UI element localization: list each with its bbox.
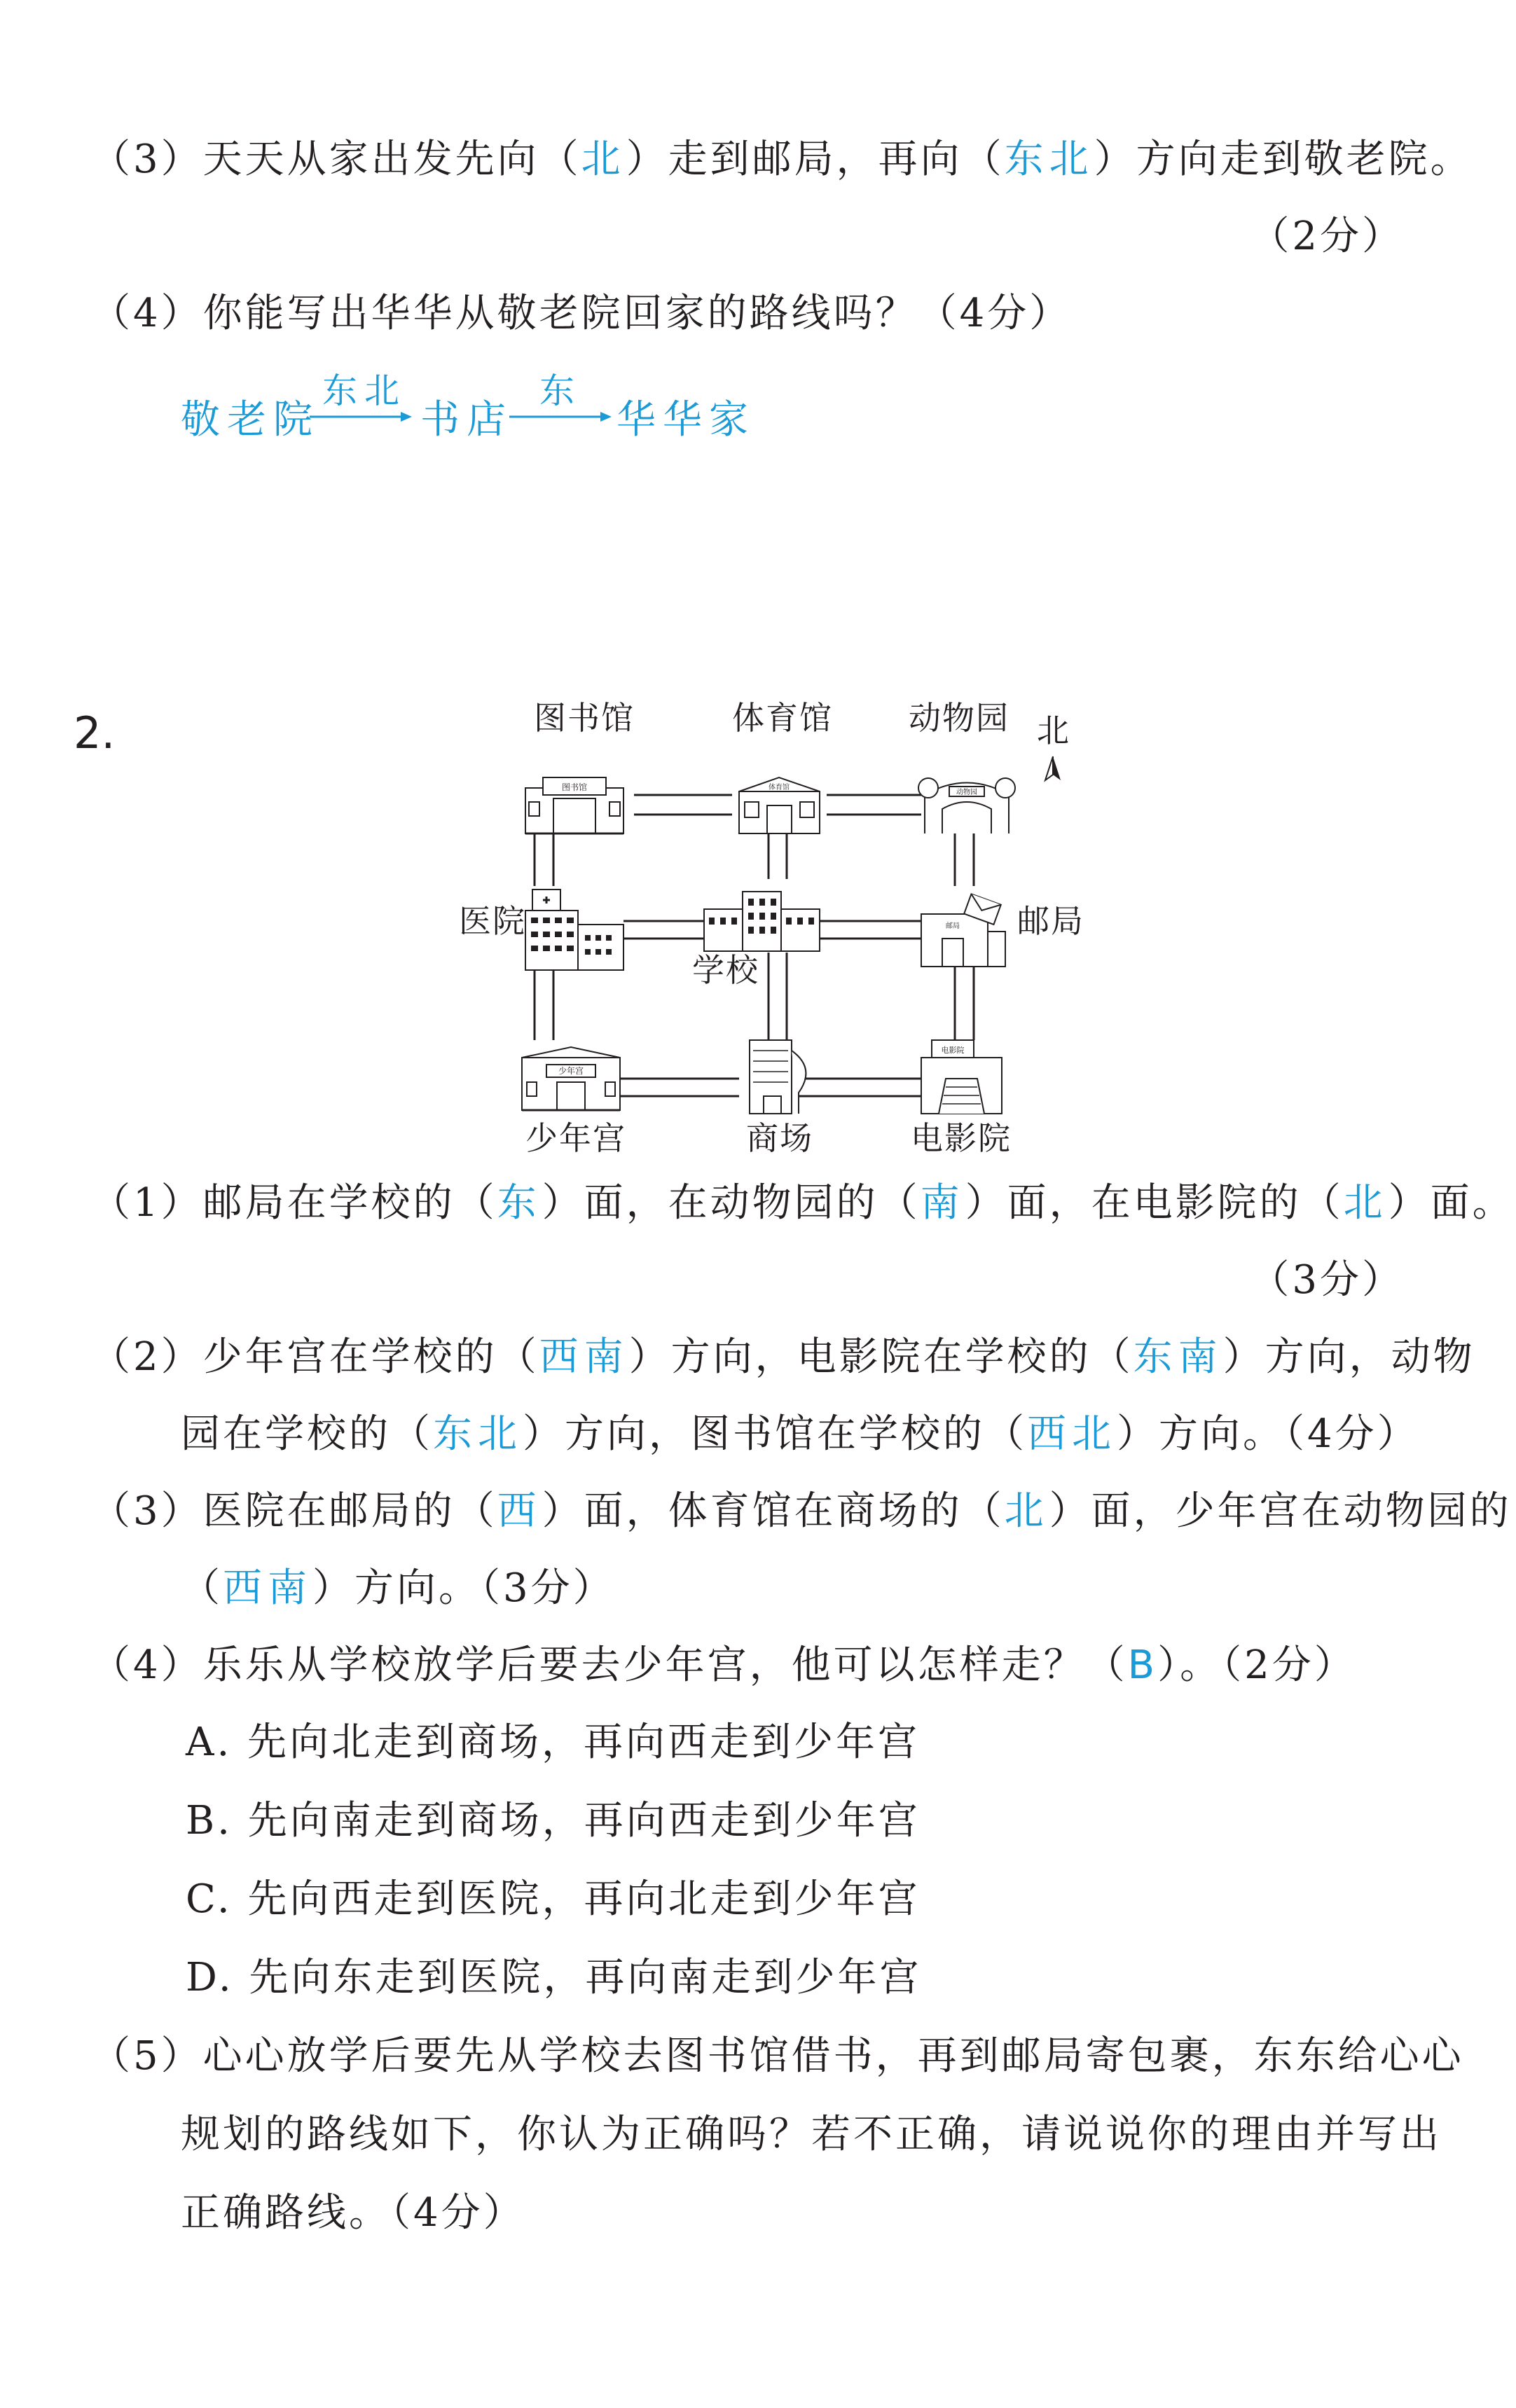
route-mid: 书店 (420, 397, 513, 443)
north-arrow-icon (1042, 755, 1063, 783)
post-office-building-icon (918, 893, 1009, 970)
option-b: B. 先向南走到商场，再向西走到少年宫 (186, 1798, 921, 1843)
q5-line3: 正确路线。（4分） (181, 2190, 525, 2236)
cinema-building-icon (914, 1037, 1009, 1117)
answer: 北 (1004, 1488, 1049, 1534)
q2-line2: 园在学校的（东北）方向，图书馆在学校的（西北）方向。（4分） (181, 1411, 1419, 1457)
answer: 东北 (1004, 137, 1094, 182)
cinema-label: 电影院 (911, 1119, 1012, 1157)
route-dir2: 东 (539, 371, 581, 411)
zoo-sign: 动物园 (956, 789, 977, 796)
q3-line2: （西南）方向。（3分） (181, 1565, 615, 1611)
answer: 北 (1343, 1180, 1388, 1226)
q1-line: （1）邮局在学校的（东）面，在动物园的（南）面，在电影院的（北）面。 (91, 1180, 1515, 1226)
answer: B (1127, 1642, 1158, 1688)
hospital-building-icon (518, 886, 630, 974)
gym-label: 体育馆 (732, 699, 833, 737)
zoo-label: 动物园 (909, 699, 1009, 737)
school-building-icon (701, 888, 823, 955)
gym-sign: 体育馆 (769, 784, 790, 791)
answer: 北 (581, 137, 626, 182)
map-figure (459, 699, 1121, 1163)
mall-building-icon (739, 1037, 823, 1117)
q3-line1: （3）医院在邮局的（西）面，体育馆在商场的（北）面，少年宫在动物园的 (91, 1488, 1512, 1534)
option-a: A. 先向北走到商场，再向西走到少年宫 (186, 1719, 921, 1765)
youth-palace-label: 少年宫 (525, 1119, 626, 1157)
post-office-sign: 邮局 (946, 922, 960, 930)
post-office-label: 邮局 (1017, 902, 1084, 940)
answer: 东南 (1133, 1334, 1223, 1380)
route-answer (0, 371, 841, 455)
zoo-gate-icon (914, 767, 1019, 837)
arrow-icon (508, 406, 613, 427)
problem-number: 2. (74, 707, 116, 759)
answer: 西 (497, 1488, 542, 1534)
hospital-label: 医院 (459, 902, 526, 940)
library-building-icon (522, 774, 627, 837)
answer: 西北 (1027, 1411, 1117, 1457)
score: （2分） (1250, 214, 1404, 259)
mall-label: 商场 (746, 1119, 813, 1157)
answer: 西南 (539, 1334, 629, 1380)
answer: 西南 (223, 1565, 312, 1611)
youth-palace-building-icon (518, 1044, 623, 1114)
q2-line1: （2）少年宫在学校的（西南）方向，电影院在学校的（东南）方向，动物 (91, 1334, 1475, 1380)
q3-prev-line: （3）天天从家出发先向（北）走到邮局，再向（东北）方向走到敬老院。 (91, 137, 1473, 182)
school-label: 学校 (692, 951, 759, 989)
north-label: 北 (1037, 712, 1070, 749)
q5-line1: （5）心心放学后要先从学校去图书馆借书，再到邮局寄包裹，东东给心心 (91, 2033, 1464, 2079)
library-label: 图书馆 (534, 699, 635, 737)
arrow-icon (308, 406, 413, 427)
q5-line2: 规划的路线如下，你认为正确吗？若不正确，请说说你的理由并写出 (181, 2112, 1442, 2157)
answer: 南 (920, 1180, 965, 1226)
route-start: 敬老院 (181, 397, 319, 443)
route-end: 华华家 (616, 397, 755, 443)
youth-palace-sign: 少年宫 (558, 1066, 584, 1076)
q4-prev-line: （4）你能写出华华从敬老院回家的路线吗？（4分） (91, 291, 1072, 336)
q4-line: （4）乐乐从学校放学后要去少年宫，他可以怎样走？（B）。（2分） (91, 1642, 1356, 1688)
library-sign: 图书馆 (561, 782, 588, 792)
route-dir1: 东北 (322, 371, 406, 411)
cinema-sign: 电影院 (941, 1046, 965, 1055)
answer: 东北 (433, 1411, 523, 1457)
gym-building-icon (732, 774, 827, 837)
score: （3分） (1250, 1257, 1404, 1303)
answer: 东 (497, 1180, 542, 1226)
option-d: D. 先向东走到医院，再向南走到少年宫 (186, 1955, 922, 2000)
option-c: C. 先向西走到医院，再向北走到少年宫 (186, 1876, 921, 1922)
